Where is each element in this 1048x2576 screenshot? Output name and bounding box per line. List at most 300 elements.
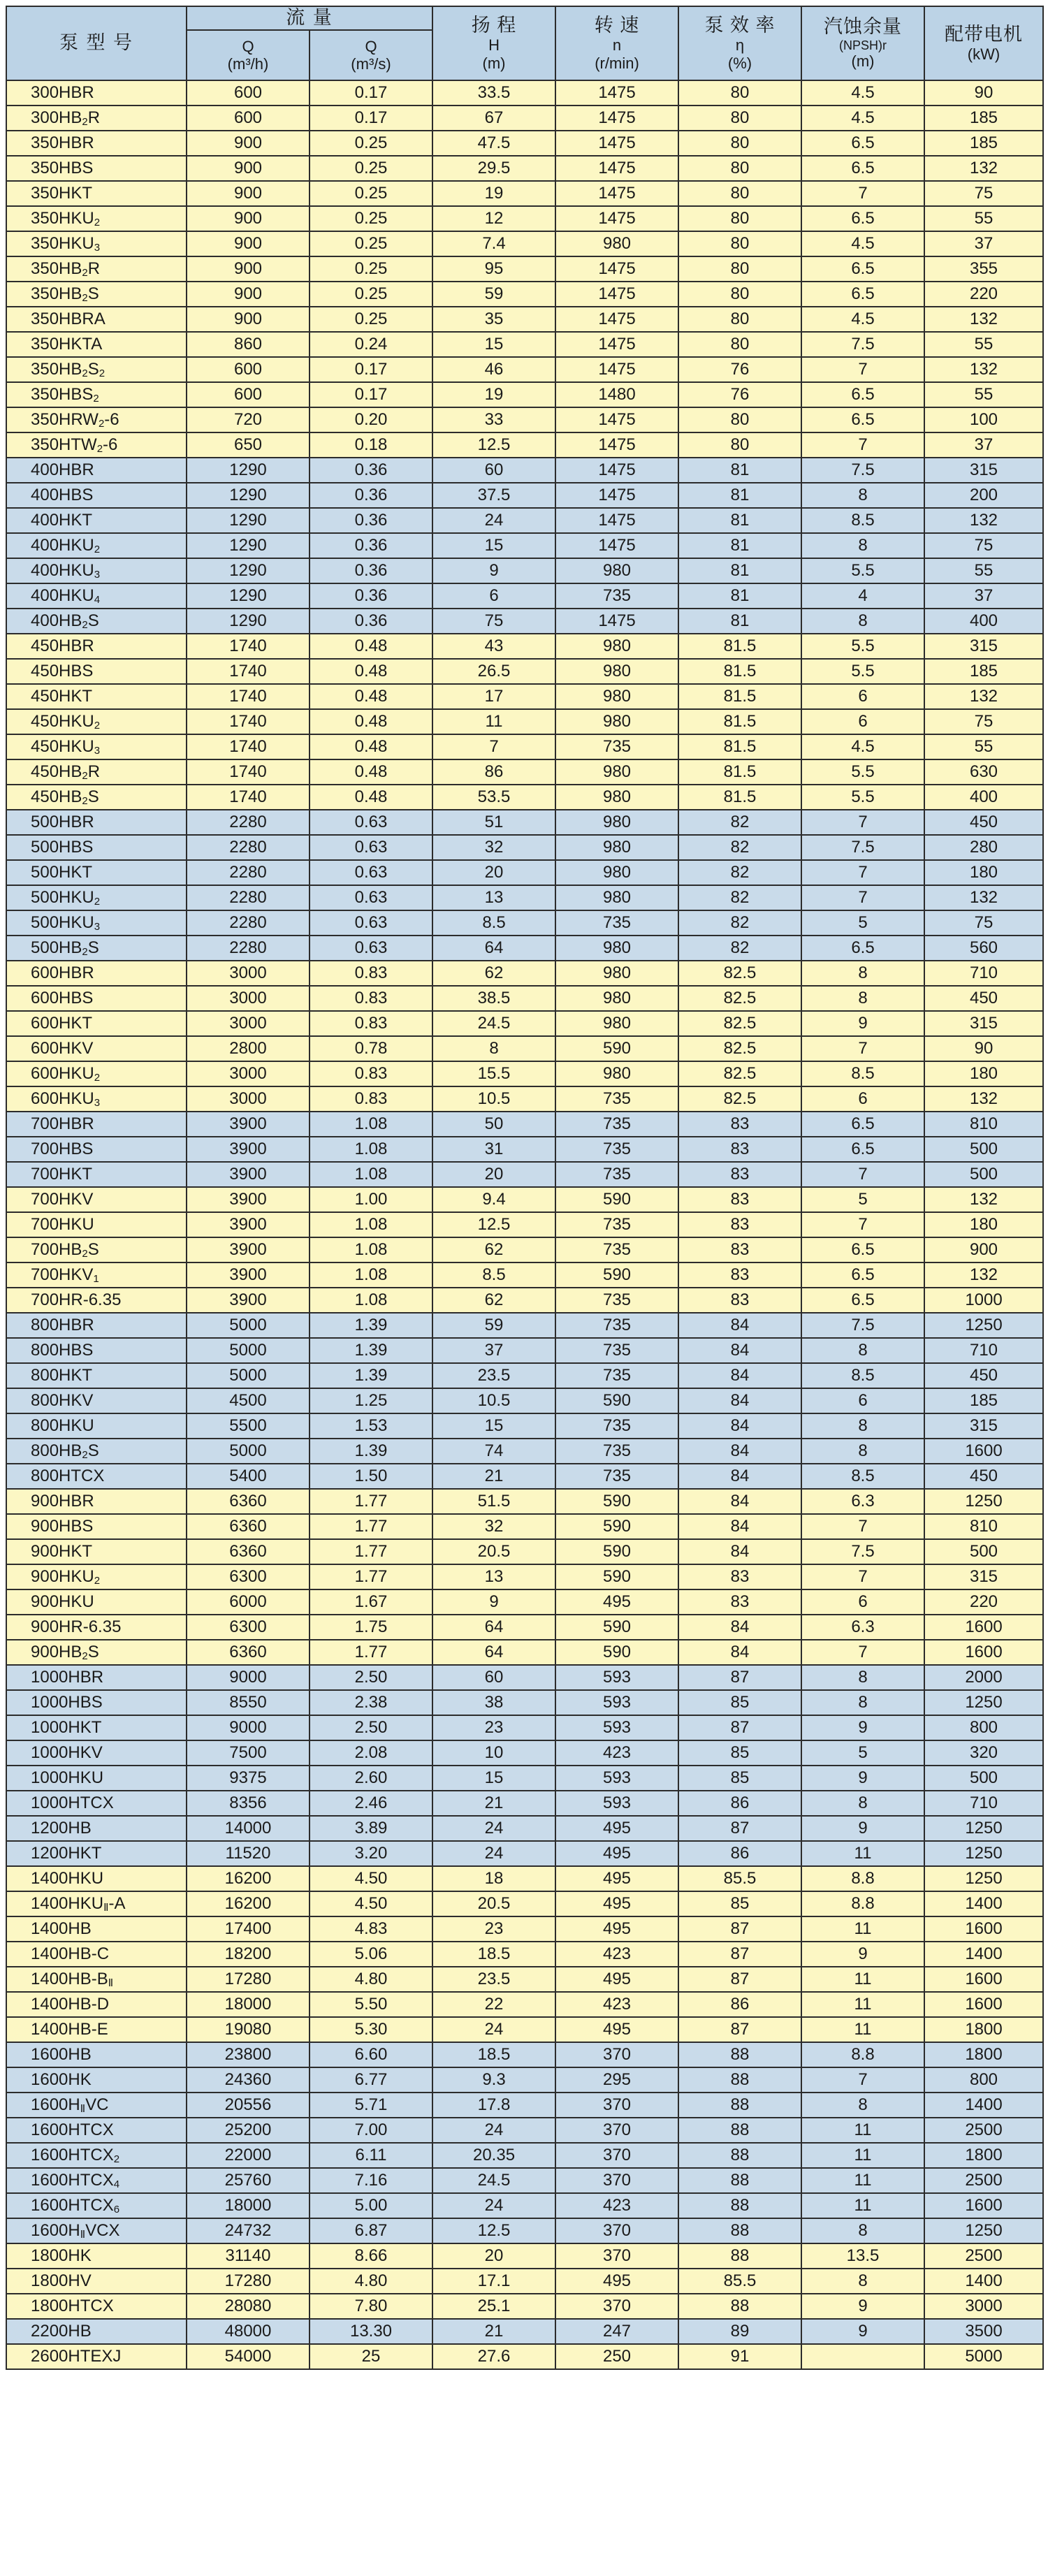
head-cell: 9 [432, 558, 555, 583]
model-name: 700HBS [31, 1140, 94, 1158]
flow-m3s-cell: 3.89 [310, 1816, 432, 1841]
flow-m3s-cell: 13.30 [310, 2319, 432, 2344]
flow-m3s-cell: 0.63 [310, 936, 432, 961]
model-cell [6, 508, 187, 533]
speed-cell: 1475 [555, 256, 678, 282]
model-name: 600HKU [31, 1064, 94, 1083]
model-cell [6, 1489, 187, 1514]
npsh-cell: 11 [801, 1967, 924, 1992]
head-cell: 15 [432, 1413, 555, 1439]
motor-cell: 500 [924, 1162, 1043, 1187]
model-subscript: Ⅱ [108, 1977, 114, 1989]
speed-cell: 980 [555, 835, 678, 860]
motor-cell: 220 [924, 282, 1043, 307]
efficiency-cell: 82.5 [678, 961, 801, 986]
flow-m3s-cell: 0.48 [310, 684, 432, 709]
efficiency-cell: 86 [678, 1791, 801, 1816]
motor-cell: 1250 [924, 1866, 1043, 1891]
model-subscript: 2 [96, 443, 103, 455]
efficiency-cell: 80 [678, 432, 801, 458]
efficiency-cell: 83 [678, 1288, 801, 1313]
model-cell [6, 961, 187, 986]
efficiency-cell: 83 [678, 1564, 801, 1589]
flow-m3s-cell: 5.06 [310, 1942, 432, 1967]
motor-cell: 132 [924, 1086, 1043, 1112]
table-row [6, 910, 1043, 936]
head-cell: 24 [432, 1816, 555, 1841]
model-cell [6, 432, 187, 458]
model-cell [6, 634, 187, 659]
model-cell [6, 1640, 187, 1665]
model-subscript: 2 [93, 393, 99, 405]
model-cell [6, 759, 187, 785]
flow-m3s-cell: 0.36 [310, 558, 432, 583]
pump-spec-sheet [6, 6, 1042, 2370]
motor-cell: 1400 [924, 1942, 1043, 1967]
efficiency-cell: 84 [678, 1388, 801, 1413]
motor-cell: 900 [924, 1237, 1043, 1262]
speed-cell: 423 [555, 1942, 678, 1967]
flow-m3h-cell: 1740 [187, 684, 310, 709]
motor-cell: 450 [924, 1363, 1043, 1388]
model-cell [6, 1866, 187, 1891]
flow-m3h-cell: 19080 [187, 2017, 310, 2042]
model-name: 2200HB [31, 2322, 92, 2341]
model-name: 350HKU [31, 234, 94, 253]
model-cell [6, 1388, 187, 1413]
model-name: 450HB [31, 787, 82, 806]
head-cell: 43 [432, 634, 555, 659]
flow-m3h-cell: 2280 [187, 910, 310, 936]
speed-cell: 735 [555, 1313, 678, 1338]
head-cell: 23.5 [432, 1967, 555, 1992]
efficiency-cell: 85 [678, 1690, 801, 1715]
flow-m3h-cell: 5000 [187, 1313, 310, 1338]
speed-cell: 980 [555, 936, 678, 961]
flow-m3s-cell: 1.77 [310, 1514, 432, 1539]
model-cell [6, 332, 187, 357]
flow-m3h-cell: 720 [187, 407, 310, 432]
head-cell: 19 [432, 181, 555, 206]
model-name: 1800HTCX [31, 2297, 114, 2315]
motor-cell: 220 [924, 1589, 1043, 1615]
motor-cell: 500 [924, 1137, 1043, 1162]
head-cell: 31 [432, 1137, 555, 1162]
model-name: 800HTCX [31, 1467, 105, 1485]
efficiency-cell: 87 [678, 1942, 801, 1967]
table-row [6, 1916, 1043, 1942]
flow-m3s-cell: 1.53 [310, 1413, 432, 1439]
model-cell [6, 357, 187, 382]
npsh-cell: 6 [801, 709, 924, 734]
model-cell [6, 885, 187, 910]
efficiency-cell: 81.5 [678, 709, 801, 734]
motor-cell: 132 [924, 307, 1043, 332]
table-row [6, 1891, 1043, 1916]
efficiency-cell: 82 [678, 885, 801, 910]
npsh-cell: 8 [801, 1665, 924, 1690]
efficiency-cell: 88 [678, 2067, 801, 2093]
head-cell: 18.5 [432, 2042, 555, 2067]
head-cell: 12.5 [432, 1212, 555, 1237]
table-row [6, 1237, 1043, 1262]
table-row [6, 131, 1043, 156]
table-row [6, 1866, 1043, 1891]
flow-m3h-cell: 9000 [187, 1665, 310, 1690]
speed-cell: 295 [555, 2067, 678, 2093]
table-row [6, 1690, 1043, 1715]
flow-m3s-cell: 0.17 [310, 357, 432, 382]
efficiency-cell: 83 [678, 1237, 801, 1262]
table-row [6, 1539, 1043, 1564]
head-cell: 59 [432, 282, 555, 307]
efficiency-cell: 80 [678, 256, 801, 282]
flow-m3h-cell: 1740 [187, 709, 310, 734]
npsh-cell: 4.5 [801, 307, 924, 332]
table-row [6, 483, 1043, 508]
model-subscript: 3 [94, 921, 101, 933]
table-row [6, 1816, 1043, 1841]
model-cell [6, 2294, 187, 2319]
flow-m3s-cell: 5.30 [310, 2017, 432, 2042]
head-cell: 7 [432, 734, 555, 759]
flow-m3s-cell: 1.39 [310, 1338, 432, 1363]
motor-cell: 800 [924, 2067, 1043, 2093]
model-cell [6, 1589, 187, 1615]
model-subscript: 2 [82, 116, 88, 128]
head-cell: 15 [432, 533, 555, 558]
npsh-cell: 4 [801, 583, 924, 609]
efficiency-cell: 89 [678, 2319, 801, 2344]
model-cell [6, 684, 187, 709]
model-cell [6, 1061, 187, 1086]
speed-cell: 370 [555, 2294, 678, 2319]
speed-cell: 735 [555, 1338, 678, 1363]
table-row [6, 659, 1043, 684]
speed-cell: 980 [555, 986, 678, 1011]
speed-cell: 1475 [555, 458, 678, 483]
motor-cell: 185 [924, 1388, 1043, 1413]
flow-m3h-cell: 3900 [187, 1288, 310, 1313]
flow-m3h-cell: 2280 [187, 835, 310, 860]
efficiency-cell: 85.5 [678, 1866, 801, 1891]
flow-m3h-cell: 24360 [187, 2067, 310, 2093]
model-subscript: 2 [82, 770, 88, 782]
model-cell [6, 1036, 187, 1061]
flow-m3s-cell: 2.50 [310, 1665, 432, 1690]
model-subscript: 2 [82, 1248, 88, 1260]
motor-cell: 1600 [924, 1615, 1043, 1640]
table-row [6, 1942, 1043, 1967]
motor-cell: 37 [924, 583, 1043, 609]
motor-cell: 132 [924, 1262, 1043, 1288]
model-subscript: Ⅱ [103, 1902, 109, 1914]
model-subscript: Ⅱ [80, 2103, 86, 2115]
flow-m3s-cell: 1.08 [310, 1137, 432, 1162]
speed-cell: 735 [555, 910, 678, 936]
flow-m3s-cell: 1.77 [310, 1564, 432, 1589]
table-row [6, 1187, 1043, 1212]
model-name: 1600H [31, 2221, 80, 2240]
flow-m3h-cell: 31140 [187, 2243, 310, 2269]
table-row [6, 1112, 1043, 1137]
flow-m3h-cell: 17400 [187, 1916, 310, 1942]
npsh-cell: 6.5 [801, 1112, 924, 1137]
head-cell: 32 [432, 835, 555, 860]
model-suffix: VCX [85, 2221, 120, 2240]
motor-cell: 132 [924, 684, 1043, 709]
motor-cell: 450 [924, 986, 1043, 1011]
model-suffix: S [87, 284, 99, 303]
npsh-cell: 6.3 [801, 1615, 924, 1640]
model-subscript: 1 [93, 1273, 99, 1285]
speed-cell: 590 [555, 1187, 678, 1212]
speed-cell: 980 [555, 1011, 678, 1036]
speed-cell: 423 [555, 1992, 678, 2017]
npsh-cell: 6.5 [801, 282, 924, 307]
motor-cell: 315 [924, 458, 1043, 483]
motor-cell: 500 [924, 1766, 1043, 1791]
speed-cell: 980 [555, 558, 678, 583]
motor-cell: 450 [924, 810, 1043, 835]
flow-m3s-cell: 1.39 [310, 1439, 432, 1464]
head-cell: 7.4 [432, 231, 555, 256]
table-row [6, 1313, 1043, 1338]
npsh-cell: 8 [801, 483, 924, 508]
flow-m3h-cell: 23800 [187, 2042, 310, 2067]
efficiency-cell: 85 [678, 1740, 801, 1766]
model-cell [6, 458, 187, 483]
speed-cell: 735 [555, 1112, 678, 1137]
table-row [6, 2218, 1043, 2243]
motor-cell: 75 [924, 709, 1043, 734]
efficiency-cell: 86 [678, 1992, 801, 2017]
npsh-cell: 7 [801, 1640, 924, 1665]
speed-cell: 980 [555, 785, 678, 810]
speed-cell: 980 [555, 634, 678, 659]
efficiency-cell: 76 [678, 357, 801, 382]
motor-cell: 5000 [924, 2344, 1043, 2369]
efficiency-cell: 84 [678, 1338, 801, 1363]
motor-cell: 185 [924, 105, 1043, 131]
model-suffix: S [87, 1441, 99, 1460]
model-subscript: 2 [113, 2153, 120, 2165]
table-row [6, 961, 1043, 986]
flow-m3s-cell: 0.83 [310, 1011, 432, 1036]
head-cell: 10 [432, 1740, 555, 1766]
table-row [6, 1640, 1043, 1665]
model-suffix: S [87, 1240, 99, 1259]
speed-cell: 735 [555, 1439, 678, 1464]
motor-cell: 400 [924, 785, 1043, 810]
npsh-cell: 8 [801, 1338, 924, 1363]
model-cell [6, 1942, 187, 1967]
flow-m3h-cell: 600 [187, 357, 310, 382]
flow-m3s-cell: 0.63 [310, 810, 432, 835]
model-name: 1800HV [31, 2271, 92, 2290]
head-cell: 12 [432, 206, 555, 231]
motor-cell: 1250 [924, 1313, 1043, 1338]
model-cell [6, 206, 187, 231]
model-subscript: 3 [94, 569, 101, 581]
head-cell: 17.1 [432, 2269, 555, 2294]
table-row [6, 835, 1043, 860]
flow-m3s-cell: 0.48 [310, 734, 432, 759]
flow-m3h-cell: 22000 [187, 2143, 310, 2168]
model-subscript: 2 [82, 1449, 88, 1461]
model-name: 800HKU [31, 1416, 94, 1435]
head-cell: 62 [432, 1237, 555, 1262]
efficiency-cell: 84 [678, 1615, 801, 1640]
efficiency-cell: 80 [678, 105, 801, 131]
table-row [6, 1740, 1043, 1766]
npsh-cell: 6 [801, 1086, 924, 1112]
motor-cell: 320 [924, 1740, 1043, 1766]
npsh-cell: 8.8 [801, 2042, 924, 2067]
speed-cell: 370 [555, 2218, 678, 2243]
flow-m3s-cell: 1.39 [310, 1363, 432, 1388]
npsh-cell: 9 [801, 1942, 924, 1967]
flow-m3h-cell: 1290 [187, 583, 310, 609]
flow-m3h-cell: 8356 [187, 1791, 310, 1816]
npsh-cell: 7 [801, 2067, 924, 2093]
table-row [6, 2269, 1043, 2294]
speed-cell: 370 [555, 2168, 678, 2193]
table-row [6, 80, 1043, 105]
head-cell: 35 [432, 307, 555, 332]
efficiency-cell: 82 [678, 835, 801, 860]
table-row [6, 1413, 1043, 1439]
npsh-cell: 7.5 [801, 458, 924, 483]
model-name: 350HBR [31, 133, 94, 152]
motor-cell: 630 [924, 759, 1043, 785]
model-subscript: 2 [82, 368, 88, 379]
npsh-cell: 9 [801, 2294, 924, 2319]
flow-m3s-cell: 1.77 [310, 1489, 432, 1514]
flow-m3h-cell: 17280 [187, 1967, 310, 1992]
speed-cell: 1475 [555, 533, 678, 558]
model-suffix: S [87, 938, 99, 957]
efficiency-cell: 84 [678, 1439, 801, 1464]
motor-cell: 1600 [924, 1992, 1043, 2017]
table-row [6, 609, 1043, 634]
npsh-cell: 11 [801, 2143, 924, 2168]
flow-m3s-cell: 0.63 [310, 835, 432, 860]
efficiency-cell: 84 [678, 1514, 801, 1539]
model-cell [6, 2319, 187, 2344]
flow-m3s-cell: 0.83 [310, 986, 432, 1011]
table-row [6, 105, 1043, 131]
npsh-cell: 8 [801, 609, 924, 634]
npsh-cell: 13.5 [801, 2243, 924, 2269]
model-name: 1000HKU [31, 1768, 104, 1787]
npsh-cell: 7 [801, 1212, 924, 1237]
efficiency-cell: 83 [678, 1137, 801, 1162]
table-row [6, 1589, 1043, 1615]
speed-cell: 593 [555, 1766, 678, 1791]
efficiency-cell: 80 [678, 181, 801, 206]
model-cell [6, 1967, 187, 1992]
flow-m3h-cell: 1740 [187, 759, 310, 785]
flow-q-m3s-header: Q (m³/s) [310, 30, 432, 80]
table-row [6, 1338, 1043, 1363]
speed-cell: 735 [555, 1212, 678, 1237]
model-cell [6, 131, 187, 156]
flow-m3s-cell: 4.50 [310, 1891, 432, 1916]
header-row [6, 6, 1043, 30]
efficiency-cell: 91 [678, 2344, 801, 2369]
speed-cell: 590 [555, 1262, 678, 1288]
table-row [6, 282, 1043, 307]
table-row [6, 382, 1043, 407]
head-cell: 32 [432, 1514, 555, 1539]
motor-cell: 200 [924, 483, 1043, 508]
efficiency-cell: 80 [678, 206, 801, 231]
flow-m3h-cell: 25760 [187, 2168, 310, 2193]
model-name: 400HKU [31, 536, 94, 555]
npsh-cell: 7 [801, 1514, 924, 1539]
npsh-cell: 7.5 [801, 332, 924, 357]
flow-m3h-cell: 900 [187, 256, 310, 282]
table-row [6, 1841, 1043, 1866]
efficiency-cell: 81 [678, 483, 801, 508]
model-cell [6, 1564, 187, 1589]
table-row [6, 156, 1043, 181]
model-cell [6, 2168, 187, 2193]
npsh-cell: 7 [801, 181, 924, 206]
table-row [6, 1514, 1043, 1539]
model-cell [6, 609, 187, 634]
model-suffix: VC [85, 2095, 109, 2114]
model-cell [6, 1363, 187, 1388]
model-cell [6, 910, 187, 936]
motor-cell: 1250 [924, 1489, 1043, 1514]
speed-header: 转 速 n (r/min) [555, 6, 678, 80]
flow-m3h-cell: 6300 [187, 1615, 310, 1640]
table-row [6, 936, 1043, 961]
speed-cell: 590 [555, 1615, 678, 1640]
speed-cell: 1475 [555, 307, 678, 332]
model-name: 400HBR [31, 460, 94, 479]
model-name: 900HBR [31, 1492, 94, 1511]
model-cell [6, 2218, 187, 2243]
model-name: 1000HTCX [31, 1793, 114, 1812]
model-cell [6, 1740, 187, 1766]
efficiency-cell: 82 [678, 810, 801, 835]
table-row [6, 1464, 1043, 1489]
flow-m3s-cell: 0.83 [310, 961, 432, 986]
speed-cell: 1475 [555, 357, 678, 382]
model-cell [6, 1615, 187, 1640]
npsh-cell: 6.5 [801, 382, 924, 407]
flow-m3s-cell: 0.63 [310, 910, 432, 936]
head-cell: 67 [432, 105, 555, 131]
head-cell: 24 [432, 2017, 555, 2042]
npsh-cell: 7 [801, 432, 924, 458]
npsh-cell: 6.3 [801, 1489, 924, 1514]
speed-cell: 1475 [555, 131, 678, 156]
model-name: 350HKTA [31, 335, 103, 354]
npsh-cell: 4.5 [801, 231, 924, 256]
model-suffix: -6 [103, 435, 118, 454]
motor-cell: 315 [924, 1413, 1043, 1439]
model-cell [6, 1464, 187, 1489]
speed-cell: 1480 [555, 382, 678, 407]
head-cell: 74 [432, 1439, 555, 1464]
table-row [6, 181, 1043, 206]
table-row [6, 231, 1043, 256]
flow-m3h-cell: 1290 [187, 533, 310, 558]
